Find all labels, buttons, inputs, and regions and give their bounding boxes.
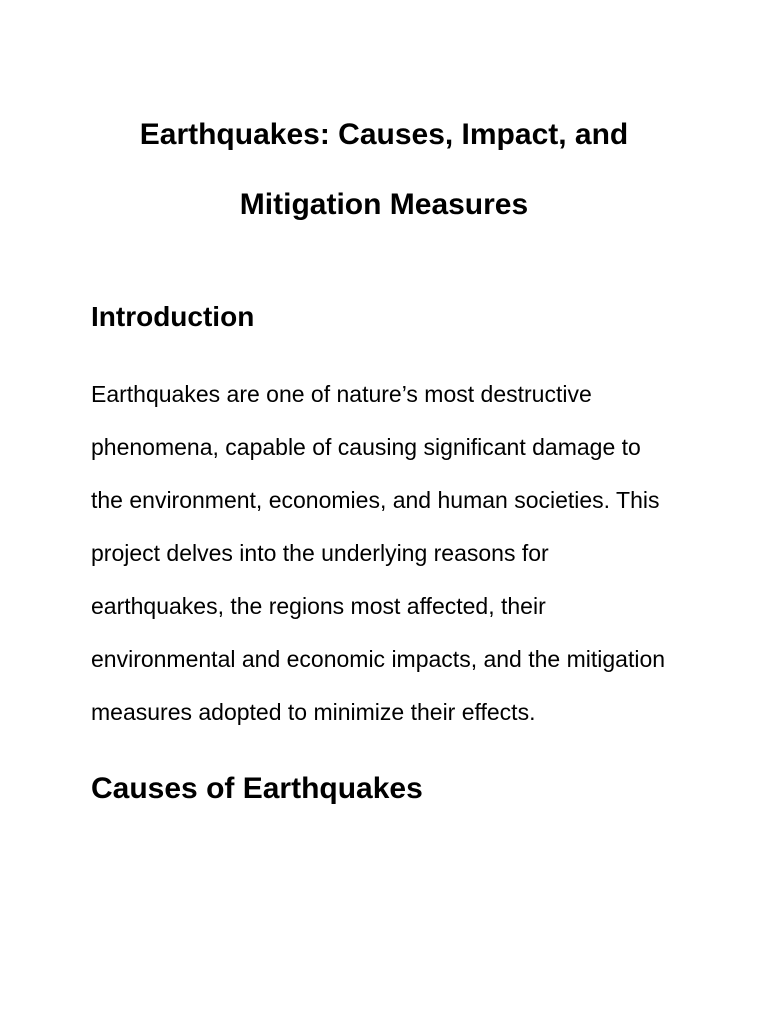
introduction-heading: Introduction [91,301,255,332]
causes-heading: Causes of Earthquakes [91,772,423,805]
paragraph-line: measures adopted to minimize their effects. [91,699,536,725]
paragraph-line: environmental and economic impacts, and the mitigation [91,646,666,672]
paragraph-line: project delves into the underlying reasons for [91,540,549,566]
introduction-paragraph [91,368,731,739]
document-title [0,100,768,240]
title-line-2: Mitigation Measures [239,188,529,221]
paragraph-line: earthquakes, the regions most affected, their [91,593,546,619]
paragraph-line: Earthquakes are one of nature’s most destructive [91,381,592,407]
paragraph-line: phenomena, capable of causing significant damage to [91,434,641,460]
paragraph-line: the environment, economies, and human societies. This [91,487,660,513]
title-line-1: Earthquakes: Causes, Impact, and [139,118,629,151]
